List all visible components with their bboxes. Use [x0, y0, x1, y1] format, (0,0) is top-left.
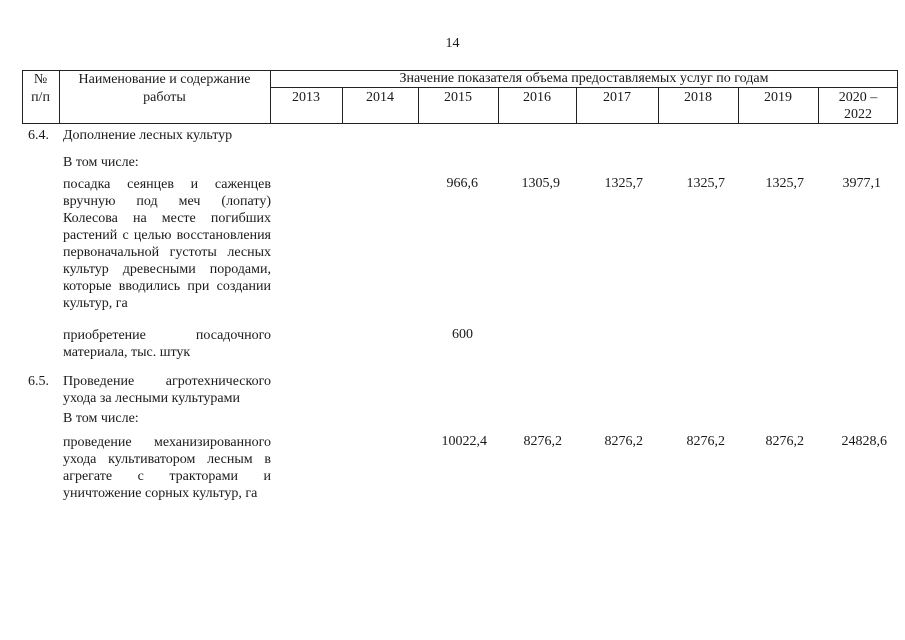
item-description: приобретение посадочного материала, тыс. штук: [63, 328, 271, 360]
value-cell: 10022,4: [441, 434, 487, 449]
num-header-sub: п/п: [31, 90, 50, 105]
item-description: посадка сеянцев и саженцев вручную под меч (лопату) Колесова на месте погибших растений с целью восстановления первоначальной густоты лесных культур древесными породами, которые вводились при создании культур, га: [63, 177, 271, 311]
value-cell: 1325,7: [765, 176, 804, 191]
value-cell: 8276,2: [523, 434, 562, 449]
value-cell: 8276,2: [765, 434, 804, 449]
value-cell: 3977,1: [842, 176, 881, 191]
name-header-sub: работы: [143, 90, 186, 105]
table-header-bottom-border: [22, 123, 898, 124]
subheading: В том числе:: [63, 411, 139, 426]
num-header: №: [33, 72, 48, 87]
value-cell: 8276,2: [686, 434, 725, 449]
year-header-cont: 2022: [844, 107, 872, 122]
value-cell: 1325,7: [686, 176, 725, 191]
year-header: 2018: [684, 90, 712, 105]
item-description: проведение механизированного ухода культиватором лесным в агрегате с тракторами и уничтожение сорных культур, га: [63, 435, 271, 501]
year-header: 2016: [523, 90, 551, 105]
year-header: 2015: [444, 90, 472, 105]
year-header: 2013: [292, 90, 320, 105]
year-header: 2020 –: [838, 90, 878, 105]
value-cell: 8276,2: [604, 434, 643, 449]
year-header: 2014: [366, 90, 394, 105]
section-number: 6.4.: [28, 128, 49, 143]
value-cell: 1325,7: [604, 176, 643, 191]
section-title: Дополнение лесных культур: [63, 128, 233, 143]
value-cell: 600: [452, 327, 473, 342]
years-group-header: Значение показателя объема предоставляемых услуг по годам: [399, 71, 769, 86]
subheading: В том числе:: [63, 155, 139, 170]
page-number: 14: [445, 36, 460, 51]
section-number: 6.5.: [28, 374, 49, 389]
value-cell: 966,6: [446, 176, 478, 191]
section-title: Проведение агротехнического ухода за лесными культурами: [63, 374, 271, 406]
table-header: [22, 70, 898, 124]
year-header: 2019: [764, 90, 792, 105]
value-cell: 1305,9: [521, 176, 560, 191]
name-header: Наименование и содержание: [78, 72, 251, 87]
value-cell: 24828,6: [841, 434, 887, 449]
year-header: 2017: [603, 90, 631, 105]
